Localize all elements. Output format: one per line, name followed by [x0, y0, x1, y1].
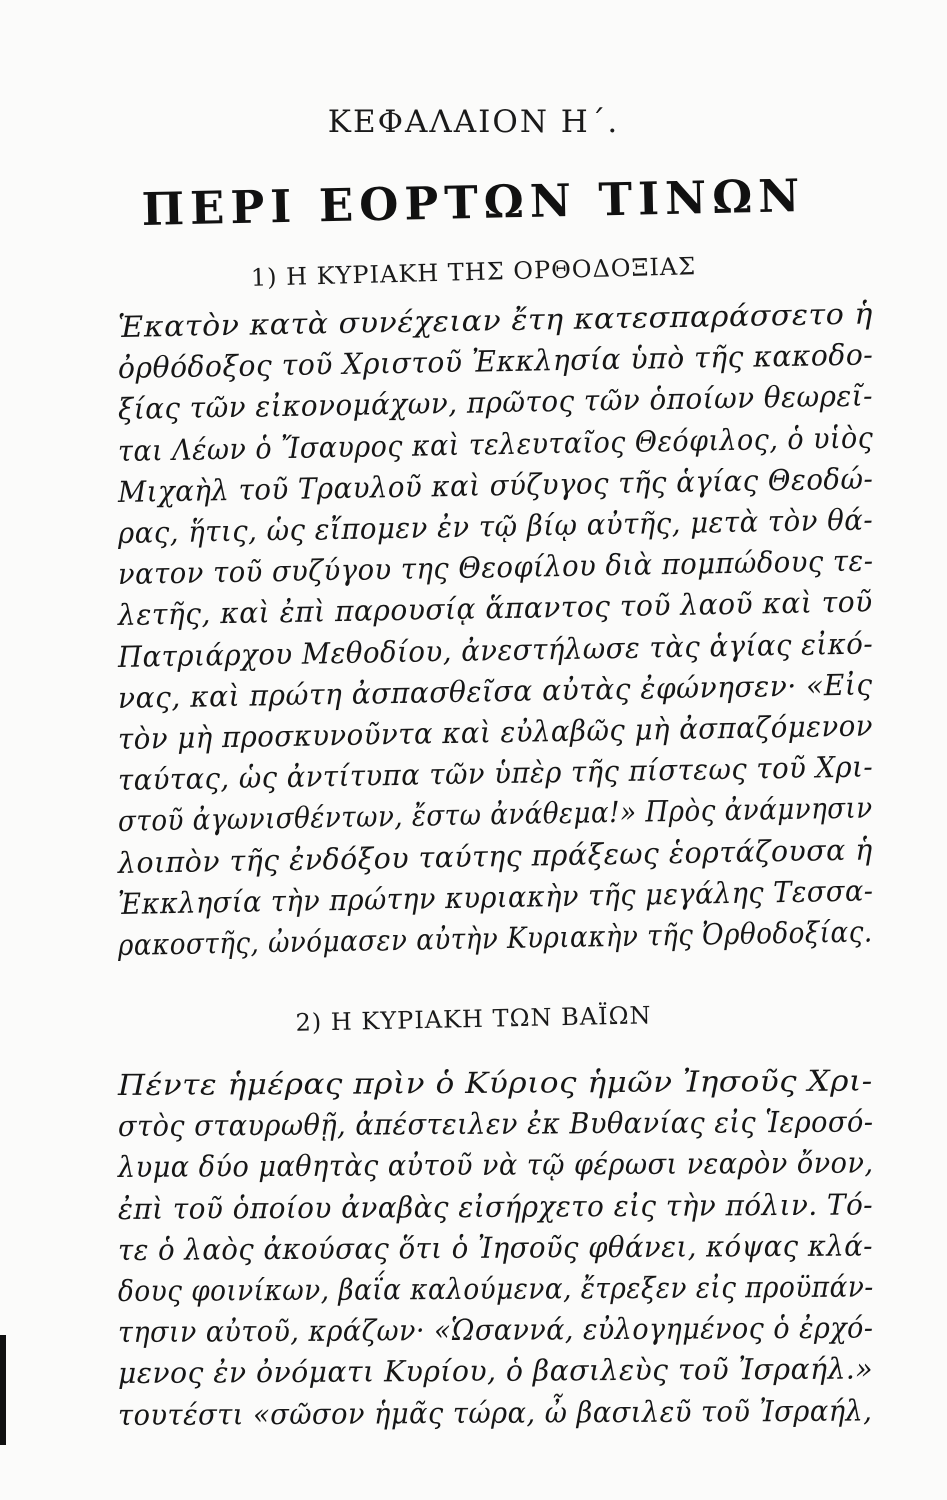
text-line: λοιπὸν τῆς ἐνδόξου ταύτης πράξεως ἑορτάζουσα ἡ: [117, 832, 874, 880]
text-line: τε ὁ λαὸς ἀκούσας ὅτι ὁ Ἰησοῦς φθάνει, κόψας κλά-: [117, 1228, 874, 1267]
text-line: ταύτας, ὡς ἀντίτυπα τῶν ὑπὲρ τῆς πίστεως τοῦ Χρι-: [117, 749, 874, 798]
section-heading: 2) Η ΚΥΡΙΑΚΗ ΤΩΝ ΒΑΪΩΝ: [295, 1001, 652, 1037]
page-edge-shadow: [0, 1335, 6, 1445]
chapter-label: ΚΕΦΑΛΑΙΟΝ Η΄.: [327, 104, 620, 140]
chapter-title: ΠΕΡΙ ΕΟΡΤΩΝ ΤΙΝΩΝ: [141, 169, 806, 236]
text-line: νας, καὶ πρώτη ἀσπασθεῖσα αὐτὰς ἐφώνησεν· «Εἰς: [117, 667, 873, 715]
text-line: Ἑκατὸν κατὰ συνέχειαν ἔτη κατεσπαράσσετο ἡ: [117, 296, 874, 344]
text-line: ὀρθόδοξος τοῦ Χριστοῦ Ἐκκλησία ὑπὸ τῆς κακοδο-: [117, 337, 874, 386]
text-line: Πατριάρχου Μεθοδίου, ἀνεστήλωσε τὰς ἁγίας εἰκό-: [117, 626, 874, 674]
text-line: μενος ἐν ὀνόματι Κυρίου, ὁ βασιλεὺς τοῦ Ἰσραήλ.»: [117, 1351, 874, 1391]
text-line: στὸς σταυρωθῇ, ἀπέστειλεν ἐκ Βυθανίας εἰς Ἱεροσό-: [117, 1104, 874, 1144]
text-line: Πέντε ἡμέρας πρὶν ὁ Κύριος ἡμῶν Ἰησοῦς Χρι-: [117, 1063, 873, 1102]
text-line: ρας, ἥτις, ὡς εἴπομεν ἐν τῷ βίῳ αὐτῆς, μετὰ τὸν θά-: [117, 502, 874, 550]
text-line: Ἐκκλησία τὴν πρώτην κυριακὴν τῆς μεγάλης Τεσσα-: [117, 873, 874, 921]
text-line: τησιν αὐτοῦ, κράζων· «Ὡσαννά, εὐλογημένος ὁ ἐρχό-: [117, 1310, 874, 1350]
text-line: ξίας τῶν εἰκονομάχων, πρῶτος τῶν ὁποίων θεωρεῖ-: [117, 378, 874, 427]
text-line: ρακοστῆς, ὠνόμασεν αὐτὴν Κυριακὴν τῆς Ὀρθοδοξίας.: [117, 914, 873, 962]
text-line: τὸν μὴ προσκυνοῦντα καὶ εὐλαβῶς μὴ ἀσπαζόμενον: [117, 708, 874, 756]
text-line: νατον τοῦ συζύγου της Θεοφίλου διὰ πομπώδους τε-: [117, 543, 874, 592]
text-line: λετῆς, καὶ ἐπὶ παρουσίᾳ ἅπαντος τοῦ λαοῦ καὶ τοῦ: [117, 584, 873, 633]
section-heading: 1) Η ΚΥΡΙΑΚΗ ΤΗΣ ΟΡΘΟΔΟΞΙΑΣ: [250, 252, 697, 292]
text-line: λυμα δύο μαθητὰς αὐτοῦ νὰ τῷ φέρωσι νεαρὸν ὄνον,: [117, 1145, 874, 1185]
text-line: τουτέστι «σῶσον ἡμᾶς τώρα, ὦ βασιλεῦ τοῦ Ἰσραήλ,: [117, 1393, 873, 1432]
text-line: ἐπὶ τοῦ ὁποίου ἀναβὰς εἰσήρχετο εἰς τὴν πόλιν. Τό-: [117, 1187, 874, 1226]
text-line: ται Λέων ὁ Ἴσαυρος καὶ τελευταῖος Θεόφιλος, ὁ υἱὸς: [117, 420, 874, 468]
text-line: δους φοινίκων, βαΐα καλούμενα, ἔτρεξεν εἰς προϋπάν-: [117, 1269, 874, 1308]
text-line: Μιχαὴλ τοῦ Τραυλοῦ καὶ σύζυγος τῆς ἁγίας Θεοδώ-: [117, 461, 874, 509]
text-line: στοῦ ἀγωνισθέντων, ἔστω ἀνάθεμα!» Πρὸς ἀνάμνησιν: [117, 790, 873, 839]
